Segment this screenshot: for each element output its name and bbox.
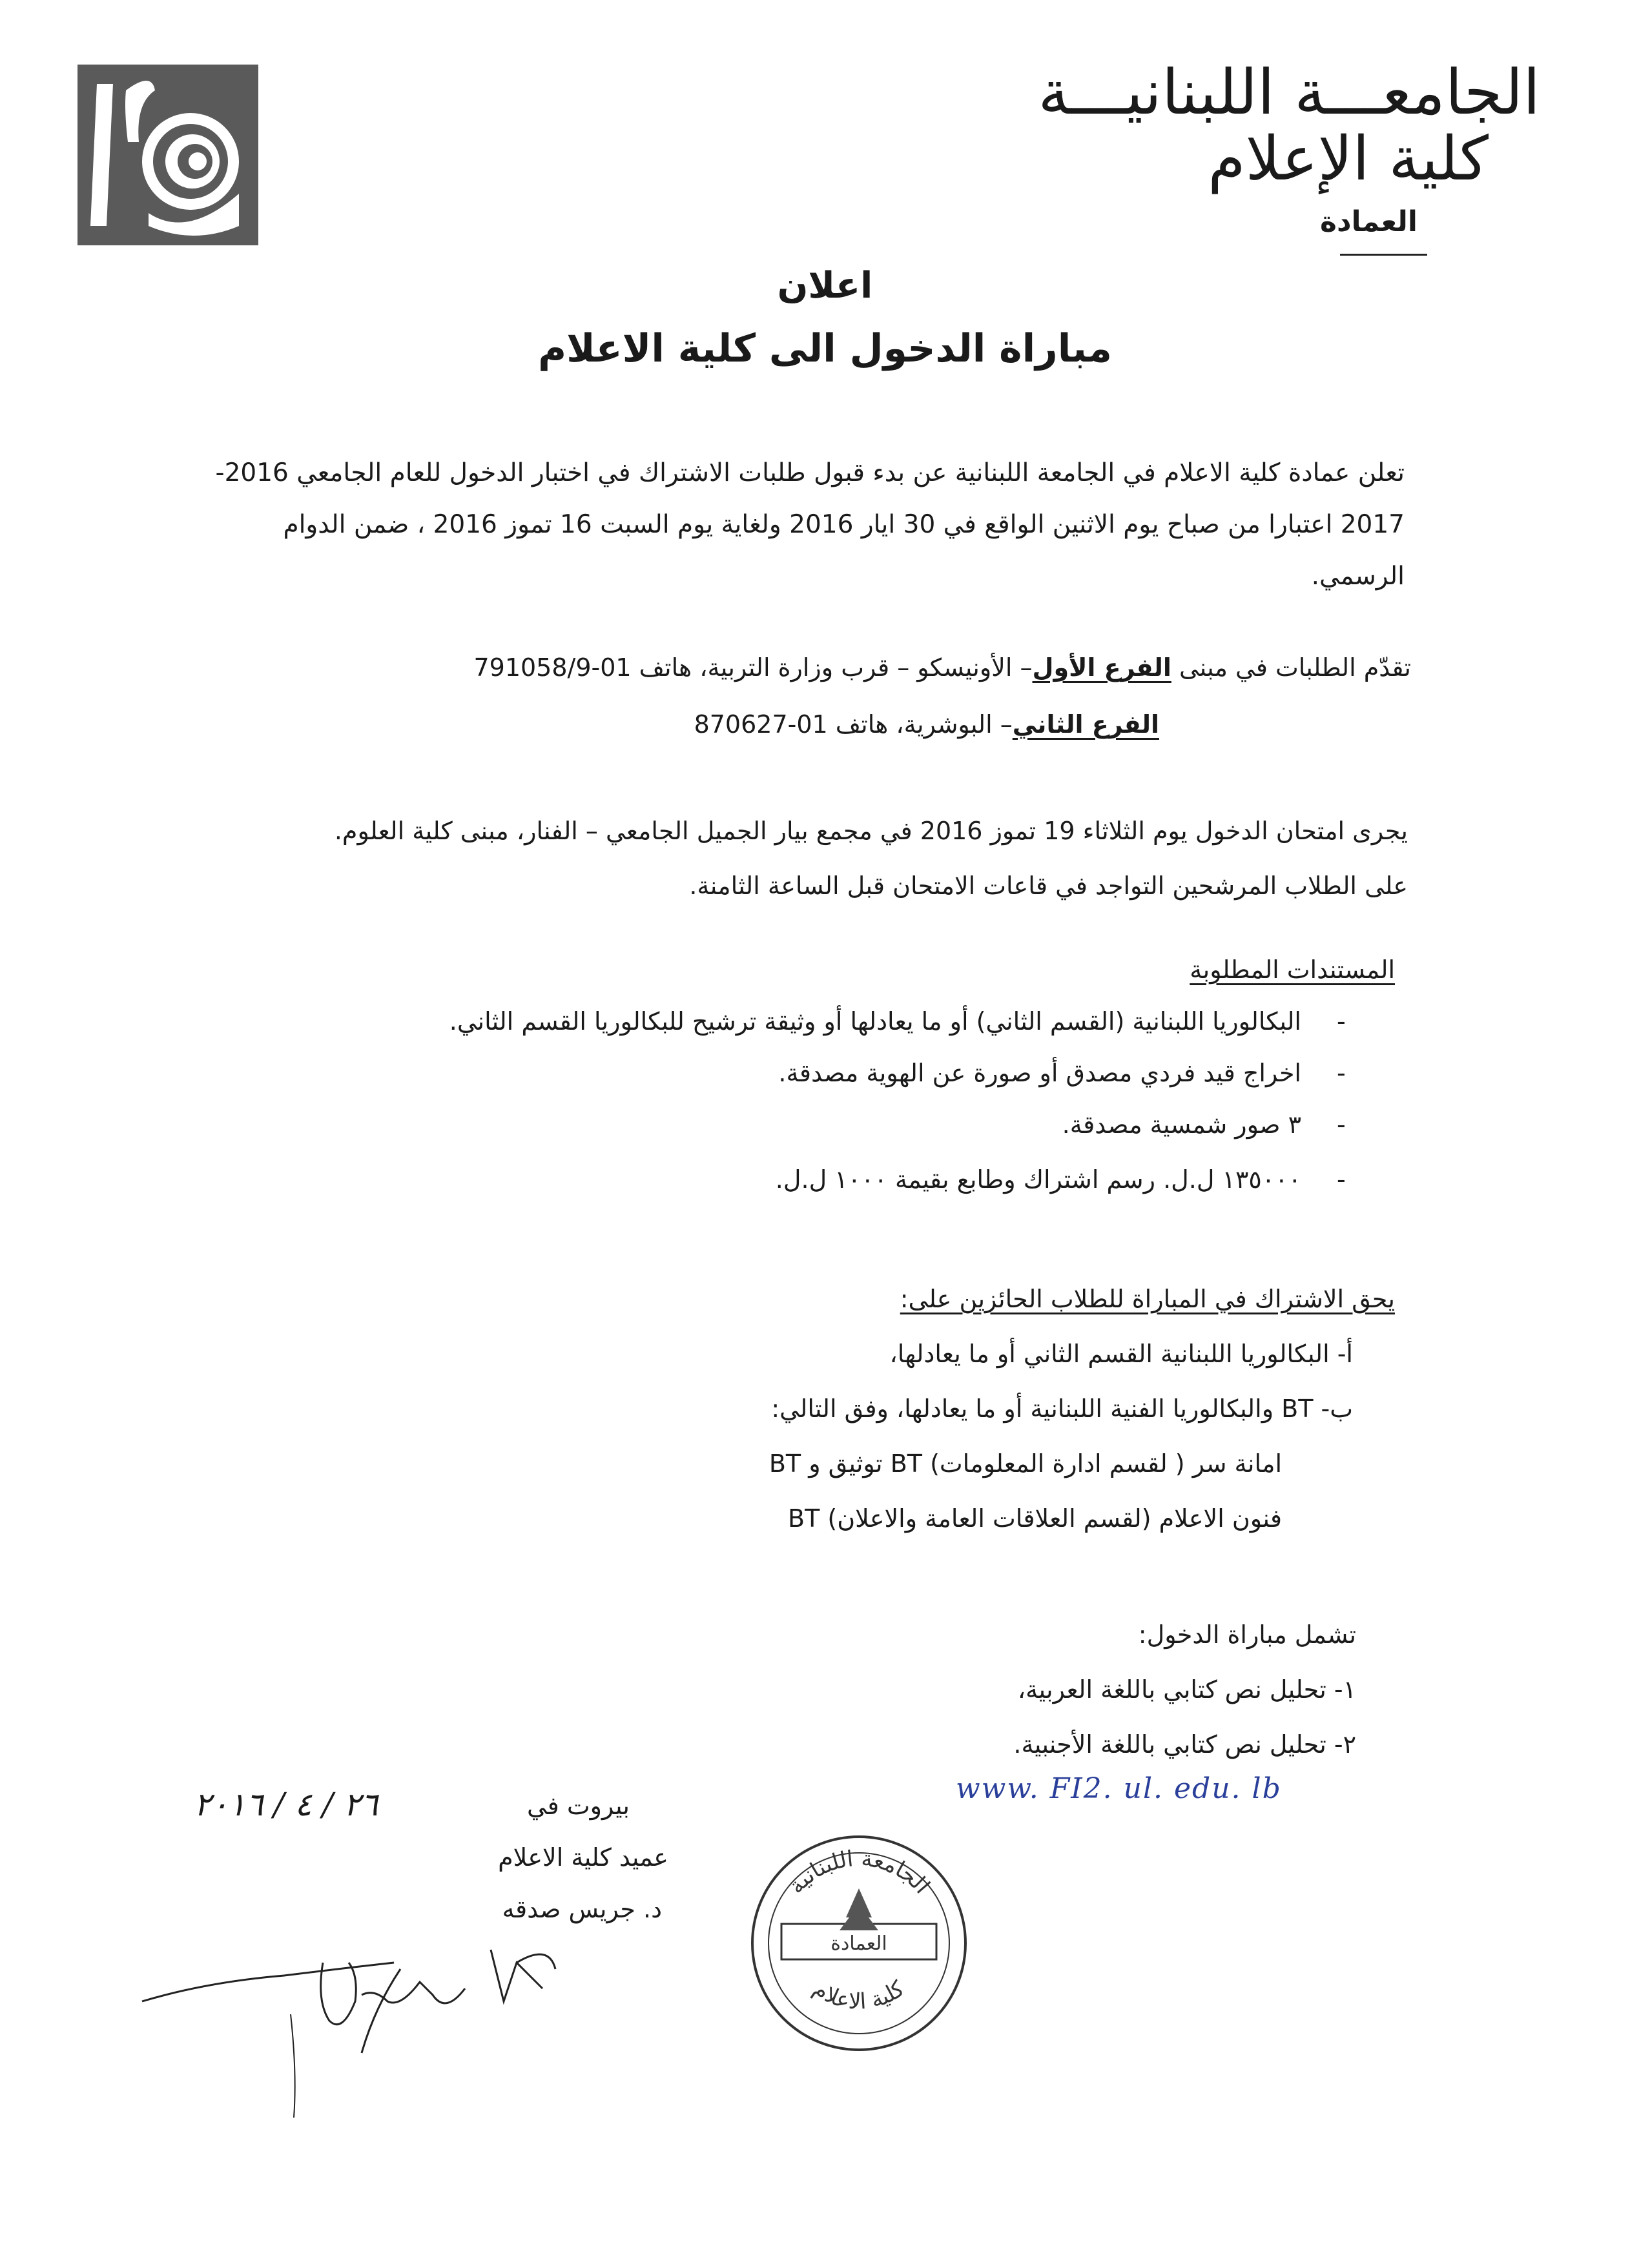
announcement-title: اعلان bbox=[777, 265, 873, 307]
eligibility-heading: يحق الاشتراك في المباراة للطلاب الحائزين على: bbox=[900, 1285, 1395, 1313]
closing-place: بيروت في bbox=[526, 1792, 630, 1820]
exam-content-item-1: ١- تحليل نص كتابي باللغة العربية، bbox=[1017, 1675, 1356, 1704]
faculty-name: كلية الإعلام bbox=[1208, 124, 1489, 194]
submission-line-1 bbox=[473, 653, 1411, 683]
bullet-dash: - bbox=[1337, 1059, 1346, 1087]
eligibility-item-a: أ- البكالوريا اللبنانية القسم الثاني أو ما يعادلها، bbox=[889, 1340, 1353, 1368]
handwritten-date: ٢٦ / ٤ / ٢٠١٦ bbox=[194, 1786, 378, 1823]
exam-content-heading: تشمل مباراة الدخول: bbox=[1138, 1620, 1356, 1649]
stamp-bottom-text: كلية الاعلام bbox=[808, 1976, 910, 2015]
header-divider bbox=[1340, 254, 1427, 256]
university-logo-icon bbox=[77, 65, 258, 245]
bullet-dash: - bbox=[1337, 1165, 1346, 1194]
document-item: اخراج قيد فردي مصدق أو صورة عن الهوية مصدقة. bbox=[778, 1059, 1301, 1087]
submission-prefix: تقدّم الطلبات في مبنى bbox=[1179, 653, 1411, 682]
intro-line-3: الرسمي. bbox=[1311, 562, 1405, 591]
eligibility-sub-1: BT توثيق و BT امانة سر ( لقسم ادارة المعلومات) bbox=[768, 1449, 1282, 1478]
intro-line-1: تعلن عمادة كلية الاعلام في الجامعة اللبنانية عن بدء قبول طلبات الاشتراك في اختبار الدخول للعام الجامعي 2016- bbox=[215, 458, 1405, 487]
bullet-dash: - bbox=[1337, 1110, 1346, 1139]
branch-2-details: – البوشرية، هاتف 01-870627 bbox=[694, 710, 1013, 739]
eligibility-sub-2: BT فنون الاعلام (لقسم العلاقات العامة والاعلان) bbox=[788, 1504, 1282, 1533]
eligibility-item-b: ب- BT والبكالوريا الفنية اللبنانية أو ما يعادلها، وفق التالي: bbox=[771, 1395, 1353, 1423]
exam-content-item-2: ٢- تحليل نص كتابي باللغة الأجنبية. bbox=[1013, 1730, 1356, 1759]
stamp-middle-text: العمادة bbox=[830, 1932, 887, 1955]
branch-1-details: – الأونيسكو – قرب وزارة التربية، هاتف 01-791058/9 bbox=[473, 653, 1033, 682]
handwritten-website: www. FI2. ul. edu. lb bbox=[956, 1772, 1282, 1805]
exam-line-2: على الطلاب المرشحين التواجد في قاعات الامتحان قبل الساعة الثامنة. bbox=[689, 872, 1408, 900]
deanery-label: العمادة bbox=[1319, 205, 1418, 238]
documents-heading: المستندات المطلوبة bbox=[1190, 955, 1395, 984]
cedar-icon bbox=[840, 1888, 878, 1930]
document-item: ١٣٥٠٠٠ ل.ل. رسم اشتراك وطابع بقيمة ١٠٠٠ ل.ل. bbox=[775, 1165, 1301, 1194]
official-stamp bbox=[743, 1827, 975, 2059]
branch-1-label: الفرع الأول bbox=[1032, 653, 1171, 682]
submission-line-2 bbox=[694, 710, 1159, 740]
dean-title: عميد كلية الاعلام bbox=[498, 1843, 668, 1872]
branch-2-label: الفرع الثاني bbox=[1012, 710, 1159, 739]
announcement-subtitle: مباراة الدخول الى كلية الاعلام bbox=[538, 326, 1112, 371]
exam-line-1: يجرى امتحان الدخول يوم الثلاثاء 19 تموز 2016 في مجمع بيار الجميل الجامعي – الفنار، مبنى كلية العلوم. bbox=[334, 817, 1408, 845]
intro-line-2: 2017 اعتبارا من صباح يوم الاثنين الواقع في 30 ايار 2016 ولغاية يوم السبت 16 تموز 2016 ، ضمن الدوام bbox=[283, 510, 1405, 539]
stamp-top-text: الجامعة اللبنانية bbox=[783, 1845, 935, 1899]
dean-name: د. جريس صدقه bbox=[502, 1895, 662, 1923]
bullet-dash: - bbox=[1337, 1007, 1346, 1036]
university-name: الجامعـــة اللبنانيـــة bbox=[1038, 56, 1540, 128]
dean-signature bbox=[129, 1924, 594, 2130]
document-item: ٣ صور شمسية مصدقة. bbox=[1062, 1110, 1301, 1139]
document-item: البكالوريا اللبنانية (القسم الثاني) أو ما يعادلها أو وثيقة ترشيح للبكالوريا القسم الثاني. bbox=[449, 1007, 1301, 1036]
svg-text:كلية الاعلام bbox=[809, 1976, 910, 2015]
